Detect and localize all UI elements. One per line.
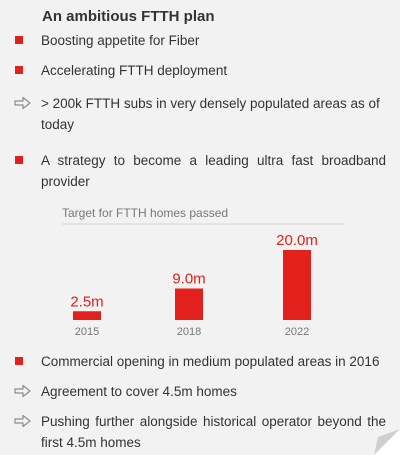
data-label-2018: 9.0m (172, 270, 206, 288)
page-curl-icon (374, 429, 400, 455)
x-tick-label-2022: 2022 (284, 326, 310, 338)
bullet-item (14, 381, 386, 402)
red-square-bullet-icon (14, 30, 34, 51)
bullet-item (14, 150, 386, 192)
ftth-bar-chart (0, 196, 400, 356)
red-square-bullet-icon (14, 150, 34, 171)
bullet-text: Pushing further alongside historical operator beyond the first 4.5m homes (41, 414, 386, 450)
bullet-text: Accelerating FTTH deployment (41, 63, 228, 78)
data-label-2015: 2.5m (70, 293, 104, 311)
bar-2022 (283, 250, 311, 320)
ftth-chart (0, 196, 400, 356)
red-square-bullet-icon (14, 60, 34, 81)
bar-2018 (175, 289, 203, 321)
bullet-text: Boosting appetite for Fiber (41, 33, 200, 48)
bullet-item (14, 60, 386, 81)
red-square-bullet-icon (14, 351, 34, 372)
bar-2015 (73, 311, 101, 320)
x-tick-label-2018: 2018 (176, 326, 202, 338)
arrow-right-outline-icon (14, 93, 34, 114)
bullet-item (14, 93, 386, 135)
bullet-text: > 200k FTTH subs in very densely populated areas as of today (41, 96, 380, 132)
slide-title: An ambitious FTTH plan (42, 8, 215, 25)
bullet-item (14, 411, 386, 453)
bullet-item (14, 30, 386, 51)
bullet-text: Commercial opening in medium populated areas in 2016 (41, 354, 380, 369)
arrow-right-outline-icon (14, 381, 34, 402)
bullet-text: Agreement to cover 4.5m homes (41, 384, 237, 399)
bullet-item (14, 351, 386, 372)
x-tick-label-2015: 2015 (74, 326, 100, 338)
bullet-text: A strategy to become a leading ultra fast broadband provider (41, 153, 386, 189)
arrow-right-outline-icon (14, 411, 34, 432)
data-label-2022: 20.0m (276, 232, 318, 249)
chart-title: Target for FTTH homes passed (62, 206, 229, 220)
